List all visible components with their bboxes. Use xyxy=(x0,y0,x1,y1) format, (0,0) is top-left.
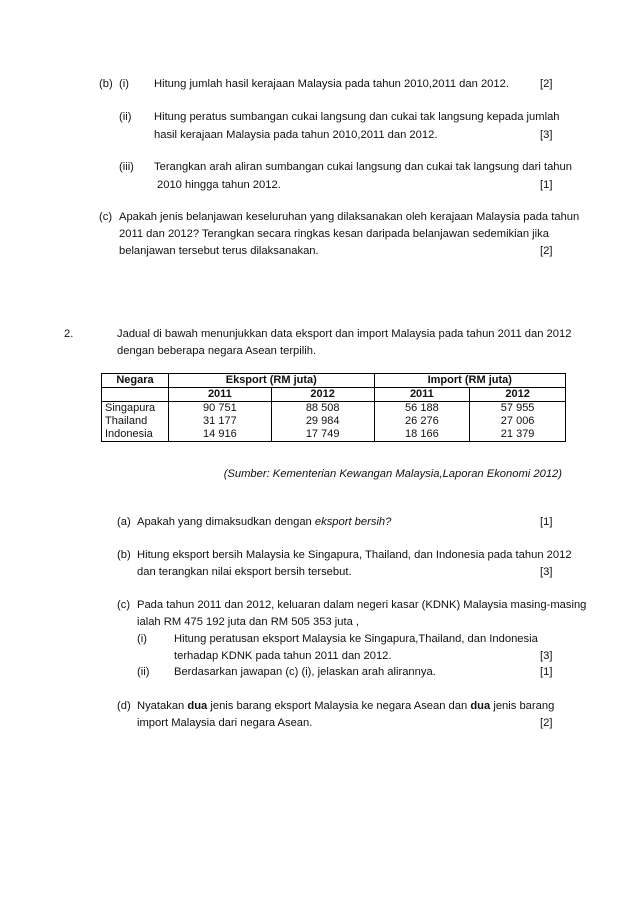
q2-b-line2: dan terangkan nilai eksport bersih tersebut. xyxy=(137,566,352,578)
header-export: Eksport (RM juta) xyxy=(169,374,375,388)
q2-c-i-number: (i) xyxy=(137,633,147,645)
value-cell: 31 177 xyxy=(169,415,272,428)
header-year: 2012 xyxy=(271,388,374,402)
q2-c-ii-marks: [1] xyxy=(540,666,553,678)
q1-c-line2: 2011 dan 2012? Terangkan secara ringkas kesan daripada belanjawan sedemikian jika xyxy=(119,228,549,240)
q2-a-text xyxy=(137,515,391,529)
q2-d-bold-dua-2: dua xyxy=(470,700,491,712)
q2-c-ii-text: Berdasarkan jawapan (c) (i), jelaskan arah alirannya. xyxy=(174,666,436,678)
q2-d-marks: [2] xyxy=(540,717,553,729)
q2-d-line2: import Malaysia dari negara Asean. xyxy=(137,717,313,729)
q1-c-line1: Apakah jenis belanjawan keseluruhan yang dilaksanakan oleh kerajaan Malaysia pada tahun xyxy=(119,211,580,223)
table-source: (Sumber: Kementerian Kewangan Malaysia,Laporan Ekonomi 2012) xyxy=(223,468,562,480)
q2-c-i-line1: Hitung peratusan eksport Malaysia ke Singapura,Thailand, dan Indonesia xyxy=(174,633,538,645)
q2-b-marks: [3] xyxy=(540,566,553,578)
value-cell: 29 984 xyxy=(271,415,374,428)
q2-b-label: (b) xyxy=(117,549,131,561)
q1-b-ii-marks: [3] xyxy=(540,129,553,141)
country-cell: Thailand xyxy=(102,415,169,428)
country-cell: Singapura xyxy=(102,402,169,416)
q1-b-i-marks: [2] xyxy=(540,78,553,90)
q2-intro-line1: Jadual di bawah menunjukkan data eksport dan import Malaysia pada tahun 2011 dan 2012 xyxy=(117,328,572,340)
q2-a-marks: [1] xyxy=(540,516,553,528)
country-cell: Indonesia xyxy=(102,428,169,442)
header-year-blank xyxy=(102,388,169,402)
q2-c-label: (c) xyxy=(117,599,131,611)
value-cell: 14 916 xyxy=(169,428,272,442)
q1-b-ii-number: (ii) xyxy=(119,111,132,123)
value-cell: 27 006 xyxy=(470,415,566,428)
q1-c-label: (c) xyxy=(99,211,113,223)
q1-c-marks: [2] xyxy=(540,245,553,257)
q2-a-label: (a) xyxy=(117,516,131,528)
q2-b-line1: Hitung eksport bersih Malaysia ke Singapura, Thailand, dan Indonesia pada tahun 2012 xyxy=(137,549,572,561)
export-import-table xyxy=(101,373,566,442)
header-year: 2012 xyxy=(470,388,566,402)
q1-b-iii-marks: [1] xyxy=(540,179,553,191)
q1-b-iii-line1: Terangkan arah aliran sumbangan cukai langsung dan cukai tak langsung dari tahun xyxy=(154,161,572,173)
q2-c-line2: ialah RM 475 192 juta dan RM 505 353 juta , xyxy=(137,616,360,628)
q2-c-i-line2: terhadap KDNK pada tahun 2011 dan 2012. xyxy=(174,650,392,662)
q2-d-label: (d) xyxy=(117,700,131,712)
q2-a-text-pre: Apakah yang dimaksudkan dengan xyxy=(137,516,315,528)
table-row xyxy=(102,428,566,442)
q2-c-ii-number: (ii) xyxy=(137,666,150,678)
value-cell: 88 508 xyxy=(271,402,374,416)
q2-d-text-mid: jenis barang eksport Malaysia ke negara Asean dan xyxy=(207,700,471,712)
q1-b-i-text: Hitung jumlah hasil kerajaan Malaysia pada tahun 2010,2011 dan 2012. xyxy=(154,78,509,90)
q2-d-line1 xyxy=(137,699,554,713)
q1-b-iii-number: (iii) xyxy=(119,161,134,173)
table-row xyxy=(102,415,566,428)
value-cell: 56 188 xyxy=(374,402,470,416)
q2-c-i-marks: [3] xyxy=(540,650,553,662)
value-cell: 26 276 xyxy=(374,415,470,428)
q1-b-iii-line2: 2010 hingga tahun 2012. xyxy=(157,179,281,191)
q2-intro-line2: dengan beberapa negara Asean terpilih. xyxy=(117,345,317,357)
header-country: Negara xyxy=(102,374,169,388)
header-year: 2011 xyxy=(374,388,470,402)
q1-c-line3: belanjawan tersebut terus dilaksanakan. xyxy=(119,245,319,257)
q2-d-text-pre: Nyatakan xyxy=(137,700,188,712)
value-cell: 90 751 xyxy=(169,402,272,416)
q1-b-label: (b) xyxy=(99,78,113,90)
table-row xyxy=(102,402,566,416)
value-cell: 17 749 xyxy=(271,428,374,442)
q1-b-ii-line1: Hitung peratus sumbangan cukai langsung dan cukai tak langsung kepada jumlah xyxy=(154,111,560,123)
q1-b-ii-line2: hasil kerajaan Malaysia pada tahun 2010,2011 dan 2012. xyxy=(154,129,438,141)
q1-b-i-number: (i) xyxy=(119,78,129,90)
q2-number: 2. xyxy=(64,328,74,340)
header-year: 2011 xyxy=(169,388,272,402)
header-import: Import (RM juta) xyxy=(374,374,565,388)
q2-a-text-emphasis: eksport bersih? xyxy=(314,516,392,528)
value-cell: 21 379 xyxy=(470,428,566,442)
value-cell: 18 166 xyxy=(374,428,470,442)
value-cell: 57 955 xyxy=(470,402,566,416)
q2-d-bold-dua: dua xyxy=(187,700,208,712)
q2-c-line1: Pada tahun 2011 dan 2012, keluaran dalam negeri kasar (KDNK) Malaysia masing-masing xyxy=(137,599,587,611)
q2-d-text-post: jenis barang xyxy=(490,700,555,712)
